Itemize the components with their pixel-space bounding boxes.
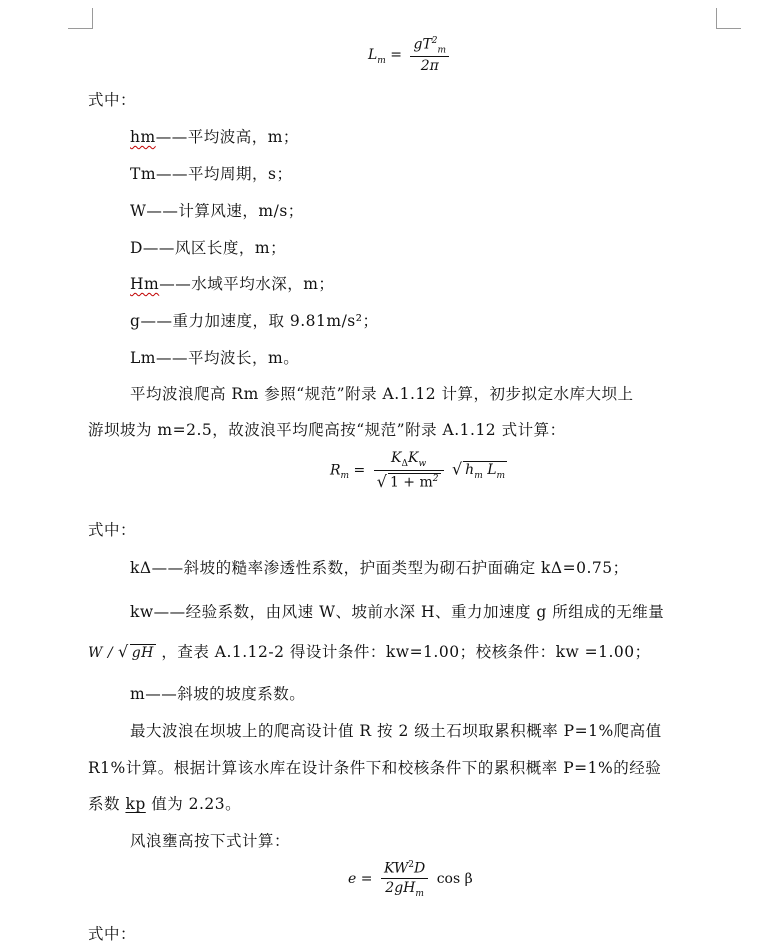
def-kw: kw——经验系数，由风速 W、坡前水深 H、重力加速度 g 所组成的无维量 [130,603,665,621]
label-shizhong-3: 式中： [88,925,137,943]
equation-runup: $R_m$ = $\frac{K_\Delta K_w}{√ 1 + m^2}$ √ $h_m$ $L_m$ [330,450,506,491]
def-g: g——重力加速度，取 9.81m/s²； [130,312,379,330]
equation-setup: e = $\frac{KW^2D}{2gH_m}$ cos β [348,860,473,899]
crop-mark-top-right [716,8,741,29]
fraction-runup: $\frac{K_\Delta K_w}{√ 1 + m^2}$ [374,450,444,491]
crop-mark-top-left [68,8,93,29]
inline-formula-w-over-sqrt-gh: W / √ gH [88,642,154,661]
label-shizhong-1: 式中： [88,91,137,109]
def-m: m——斜坡的坡度系数。 [130,685,306,703]
fraction-setup: $\frac{KW^2D}{2gH_m}$ [381,860,428,898]
paragraph-runup-line2: 游坝坡为 m=2.5，故波浪平均爬高按“规范”附录 A.1.12 式计算： [88,421,566,439]
equation-wavelength: $L_m$ = $\frac{gT^2_m}{2\pi}$ [368,36,453,74]
def-hm-depth: Hm——水域平均水深，m； [130,275,335,293]
paragraph-setup: 风浪壅高按下式计算： [130,832,291,850]
paragraph-max-runup-line3: 系数 kp 值为 2.23。 [88,795,242,813]
paragraph-runup-line1: 平均波浪爬高 Rm 参照“规范”附录 A.1.12 计算，初步拟定水库大坝上 [130,385,634,403]
def-d: D——风区长度，m； [130,239,287,257]
def-k-delta: kΔ——斜坡的糙率渗透性系数，护面类型为砌石护面确定 kΔ=0.75； [130,559,629,577]
def-w: W——计算风速，m/s； [130,202,304,220]
paragraph-max-runup-line2: R1%计算。根据计算该水库在设计条件下和校核条件下的累积概率 P=1%的经验 [88,759,662,777]
def-tm: Tm——平均周期，s； [130,165,293,183]
def-hm: hm——平均波高，m； [130,128,299,146]
label-shizhong-2: 式中： [88,521,137,539]
fraction-wavelength: $\frac{gT^2_m}{2\pi}$ [410,36,449,74]
def-kw-continued: W / √ gH ，查表 A.1.12-2 得设计条件：kw=1.00；校核条件：kw =1.00； [88,642,651,661]
def-lm: Lm——平均波长，m。 [130,349,300,367]
paragraph-max-runup-line1: 最大波浪在坝坡上的爬高设计值 R 按 2 级土石坝取累积概率 P=1%爬高值 [130,722,662,740]
